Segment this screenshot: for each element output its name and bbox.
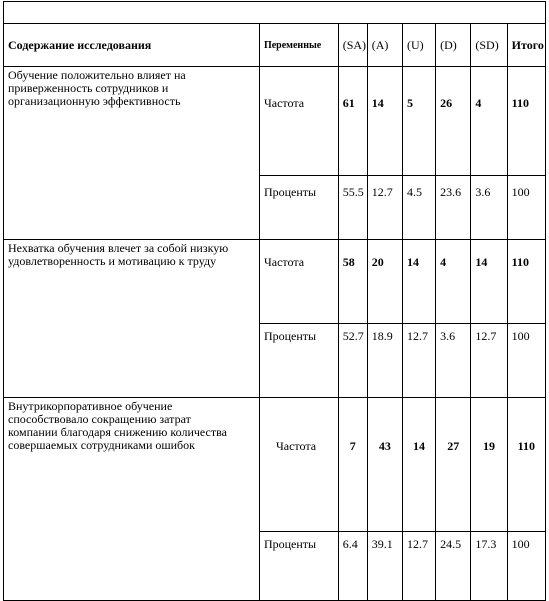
frequency-total: 110: [507, 398, 545, 532]
statement-cell: [4, 240, 260, 398]
percent-u: 12.7: [402, 324, 435, 398]
table-row-frequency: [4, 240, 546, 324]
statement-line: Обучение положительно влияет на: [8, 68, 186, 82]
statement-line: приверженность сотрудников и: [8, 81, 169, 95]
header-sd: (SD): [471, 24, 507, 67]
frequency-sd: 19: [471, 398, 507, 532]
frequency-sd: 14: [471, 240, 507, 324]
frequency-label: Частота: [259, 67, 338, 176]
frequency-label: Частота: [259, 240, 338, 324]
percent-label: Проценты: [259, 324, 338, 398]
table-top-row: [4, 2, 546, 24]
percent-sa: 6.4: [338, 532, 367, 601]
percent-sd: 17.3: [471, 532, 507, 601]
percent-sa: 52.7: [338, 324, 367, 398]
percent-u: 4.5: [402, 176, 435, 240]
percent-d: 23.6: [436, 176, 471, 240]
percent-sd: 3.6: [471, 176, 507, 240]
statement-line: совершаемых сотрудниками ошибок: [8, 438, 195, 452]
statement-line: удовлетворенность и мотивацию к труду: [8, 254, 217, 268]
percent-label: Проценты: [259, 532, 338, 601]
frequency-total: 110: [507, 67, 545, 176]
statement-line: способствовало сокращению затрат: [8, 412, 191, 426]
percent-a: 39.1: [367, 532, 402, 601]
frequency-sa: 61: [338, 67, 367, 176]
empty-top-cell: [4, 2, 546, 24]
frequency-d: 4: [436, 240, 471, 324]
frequency-d: 27: [436, 398, 471, 532]
frequency-total: 110: [507, 240, 545, 324]
frequency-u: 14: [402, 240, 435, 324]
percent-total: 100: [507, 532, 545, 601]
frequency-sa: 7: [338, 398, 367, 532]
survey-results-table: [3, 1, 546, 601]
table-row-frequency: [4, 398, 546, 532]
frequency-sa: 58: [338, 240, 367, 324]
statement-line: Нехватка обучения влечет за собой низкую: [8, 241, 229, 255]
frequency-a: 43: [367, 398, 402, 532]
statement-line: компании благодаря снижению количества: [8, 425, 227, 439]
frequency-u: 14: [402, 398, 435, 532]
header-u: (U): [402, 24, 435, 67]
percent-u: 12.7: [402, 532, 435, 601]
percent-d: 3.6: [436, 324, 471, 398]
frequency-d: 26: [436, 67, 471, 176]
statement-line: организационную эффективность: [8, 94, 181, 108]
frequency-sd: 4: [471, 67, 507, 176]
table-row-frequency: [4, 67, 546, 176]
percent-label: Проценты: [259, 176, 338, 240]
header-a: (A): [367, 24, 402, 67]
percent-a: 18.9: [367, 324, 402, 398]
percent-sd: 12.7: [471, 324, 507, 398]
percent-total: 100: [507, 324, 545, 398]
statement-cell: [4, 67, 260, 240]
frequency-a: 20: [367, 240, 402, 324]
percent-sa: 55.5: [338, 176, 367, 240]
percent-total: 100: [507, 176, 545, 240]
table-header-row: [4, 24, 546, 67]
header-variables: Переменные: [259, 24, 338, 67]
frequency-a: 14: [367, 67, 402, 176]
percent-d: 24.5: [436, 532, 471, 601]
header-content: Содержание исследования: [4, 24, 260, 67]
frequency-u: 5: [402, 67, 435, 176]
percent-a: 12.7: [367, 176, 402, 240]
header-d: (D): [436, 24, 471, 67]
frequency-label: Частота: [259, 398, 338, 532]
header-sa: (SA): [338, 24, 367, 67]
header-total: Итого: [507, 24, 545, 67]
statement-cell: [4, 398, 260, 601]
statement-line: Внутрикорпоративное обучение: [8, 399, 173, 413]
